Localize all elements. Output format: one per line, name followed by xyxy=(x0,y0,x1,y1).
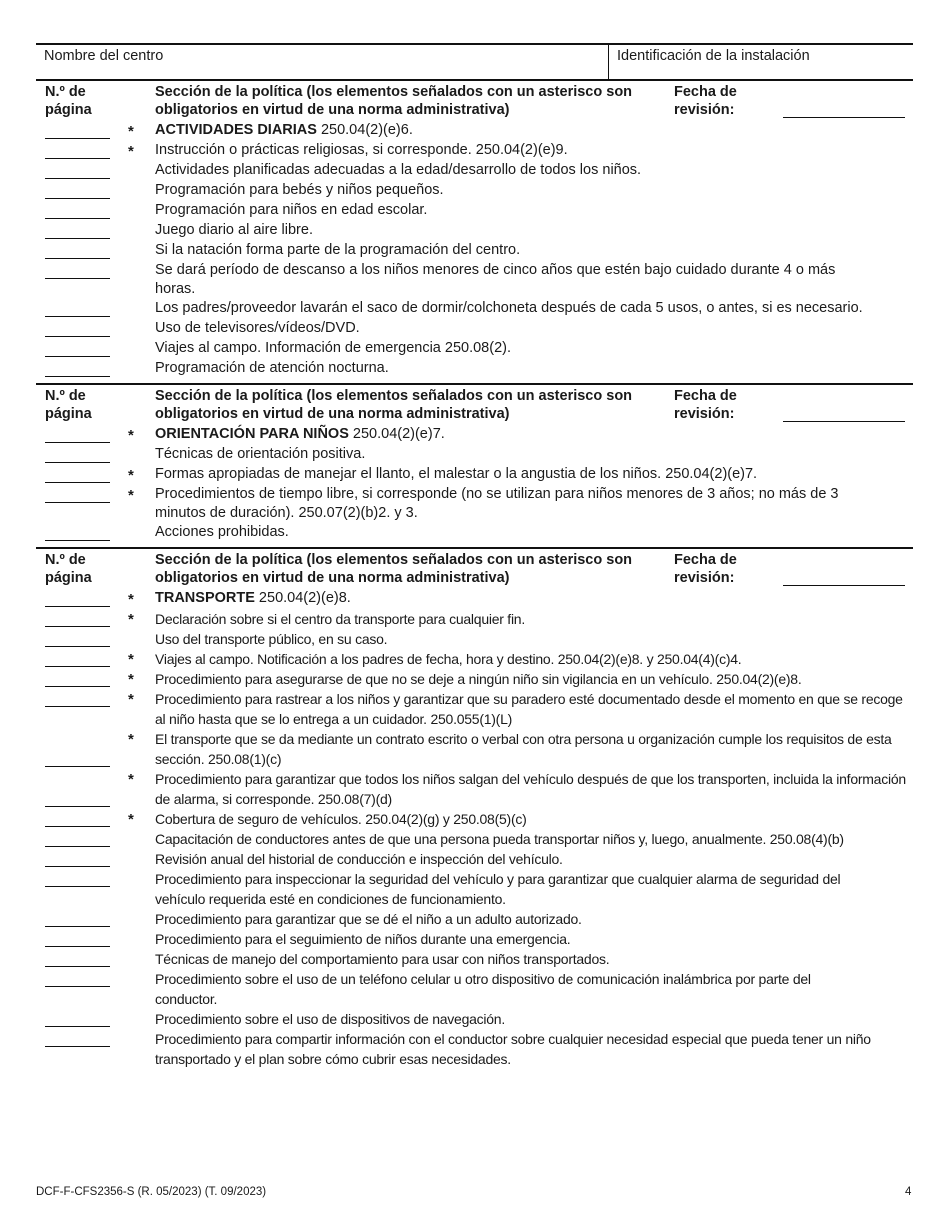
required-asterisk: * xyxy=(128,671,134,688)
section-transport xyxy=(36,549,913,1073)
page-number-field[interactable] xyxy=(45,626,110,627)
required-asterisk: * xyxy=(128,611,134,628)
policy-item-row: * Cobertura de seguro de vehículos. 250.04(2)(g) y 250.08(5)(c) xyxy=(36,809,913,829)
policy-item-row: Acciones prohibidas. xyxy=(36,523,913,543)
policy-item-row: Los padres/proveedor lavarán el saco de dormir/colchoneta después de cada 5 usos, o antes, si es necesario. xyxy=(36,299,913,319)
page-number-field[interactable] xyxy=(45,356,110,357)
required-asterisk: * xyxy=(128,123,134,140)
page-number-field[interactable] xyxy=(45,502,110,503)
page-number: 4 xyxy=(905,1186,912,1198)
page-number-field[interactable] xyxy=(45,946,110,947)
review-date-field[interactable] xyxy=(783,421,905,422)
section-title-row: * ACTIVIDADES DIARIAS 250.04(2)(e)6. xyxy=(36,121,913,141)
section-daily-activities xyxy=(36,81,913,385)
required-asterisk: * xyxy=(128,691,134,708)
page-number-field[interactable] xyxy=(45,926,110,927)
page-number-field[interactable] xyxy=(45,886,110,887)
policy-item-row: Actividades planificadas adecuadas a la edad/desarrollo de todos los niños. xyxy=(36,161,913,181)
page-number-field[interactable] xyxy=(45,442,110,443)
page-number-field[interactable] xyxy=(45,316,110,317)
required-asterisk: * xyxy=(128,487,134,504)
policy-item-row: Programación para bebés y niños pequeños. xyxy=(36,181,913,201)
page-number-field[interactable] xyxy=(45,826,110,827)
facility-id-field[interactable]: Identificación de la instalación xyxy=(617,48,810,64)
page-number-field[interactable] xyxy=(45,278,110,279)
form-header xyxy=(36,43,913,81)
policy-item-row: * Declaración sobre si el centro da transporte para cualquier fin. xyxy=(36,609,913,629)
required-asterisk: * xyxy=(128,591,134,608)
policy-item-row: Programación para niños en edad escolar. xyxy=(36,201,913,221)
policy-item-row: Procedimiento para compartir información con el conductor sobre cualquier necesidad especial que pueda tener un niño transportado y el plan sobre cómo cubrir esas necesidades. xyxy=(36,1029,913,1069)
policy-item-row: * Procedimiento para asegurarse de que no se deje a ningún niño sin vigilancia en un vehículo. 250.04(2)(e)8. xyxy=(36,669,913,689)
policy-item-row: * Instrucción o prácticas religiosas, si corresponde. 250.04(2)(e)9. xyxy=(36,141,913,161)
policy-item-row: * Procedimiento para garantizar que todos los niños salgan del vehículo después de que los transporten, incluida la información de alarma, si corresponde. 250.08(7)(d) xyxy=(36,769,913,809)
required-asterisk: * xyxy=(128,467,134,484)
page-number-field[interactable] xyxy=(45,178,110,179)
policy-item-row: Si la natación forma parte de la programación del centro. xyxy=(36,241,913,261)
policy-item-row: Programación de atención nocturna. xyxy=(36,359,913,379)
page-number-field[interactable] xyxy=(45,846,110,847)
policy-item-row: Procedimiento para inspeccionar la seguridad del vehículo y para garantizar que cualquier alarma de seguridad del vehículo requerida esté en condiciones de funcionamiento. xyxy=(36,869,913,909)
policy-item-row: Se dará período de descanso a los niños menores de cinco años que estén bajo cuidado durante 4 o más horas. xyxy=(36,261,913,299)
form-id: DCF-F-CFS2356-S (R. 05/2023) (T. 09/2023) xyxy=(36,1186,267,1198)
required-asterisk: * xyxy=(128,811,134,828)
page-number-field[interactable] xyxy=(45,966,110,967)
page-number-field[interactable] xyxy=(45,540,110,541)
section-child-guidance xyxy=(36,385,913,549)
page-number-field[interactable] xyxy=(45,198,110,199)
page-number-field[interactable] xyxy=(45,686,110,687)
page-number-field[interactable] xyxy=(45,462,110,463)
policy-item-row: Juego diario al aire libre. xyxy=(36,221,913,241)
page-number-field[interactable] xyxy=(45,666,110,667)
policy-item-row: Técnicas de orientación positiva. xyxy=(36,445,913,465)
page-number-field[interactable] xyxy=(45,1046,110,1047)
policy-item-row: Uso de televisores/vídeos/DVD. xyxy=(36,319,913,339)
form-page xyxy=(36,43,913,1073)
section-title-row: * ORIENTACIÓN PARA NIÑOS 250.04(2)(e)7. xyxy=(36,425,913,445)
required-asterisk: * xyxy=(128,427,134,444)
review-date-field[interactable] xyxy=(783,117,905,118)
policy-item-row: * Formas apropiadas de manejar el llanto, el malestar o la angustia de los niños. 250.04(2)(e)7. xyxy=(36,465,913,485)
page-number-field[interactable] xyxy=(45,1026,110,1027)
page-number-field[interactable] xyxy=(45,238,110,239)
policy-item-row: * Viajes al campo. Notificación a los padres de fecha, hora y destino. 250.04(2)(e)8. y 250.04(4)(c)4. xyxy=(36,649,913,669)
page-number-field[interactable] xyxy=(45,766,110,767)
policy-item-row: Procedimiento para el seguimiento de niños durante una emergencia. xyxy=(36,929,913,949)
policy-item-row: Capacitación de conductores antes de que una persona pueda transportar niños y, luego, anualmente. 250.08(4)(b) xyxy=(36,829,913,849)
page-number-field[interactable] xyxy=(45,986,110,987)
section-title-row: * TRANSPORTE 250.04(2)(e)8. xyxy=(36,589,913,609)
section-header: N.º de página Sección de la política (los elementos señalados con un asterisco son obligatorios en virtud de una norma administrativa) Fecha de revisión: xyxy=(36,551,913,589)
required-asterisk: * xyxy=(128,143,134,160)
page-number-field[interactable] xyxy=(45,218,110,219)
policy-item-row: * Procedimientos de tiempo libre, si corresponde (no se utilizan para niños menores de 3 años; no más de 3 minutos de duración). 250.07(2)(b)2. y 3. xyxy=(36,485,913,523)
page-number-field[interactable] xyxy=(45,806,110,807)
policy-item-row: Revisión anual del historial de conducción e inspección del vehículo. xyxy=(36,849,913,869)
policy-item-row: Procedimiento para garantizar que se dé el niño a un adulto autorizado. xyxy=(36,909,913,929)
page-number-field[interactable] xyxy=(45,138,110,139)
policy-item-row: * Procedimiento para rastrear a los niños y garantizar que su paradero esté documentado desde el momento en que se recoge al niño hasta que se lo entrega a un cuidador. 250.055(1)(L) xyxy=(36,689,913,729)
policy-item-row: * El transporte que se da mediante un contrato escrito o verbal con otra persona u organización cumple los requisitos de esta sección. 250.08(1)(c) xyxy=(36,729,913,769)
required-asterisk: * xyxy=(128,651,134,668)
page-number-field[interactable] xyxy=(45,158,110,159)
page-number-field[interactable] xyxy=(45,482,110,483)
review-date-field[interactable] xyxy=(783,585,905,586)
policy-item-row: Viajes al campo. Información de emergencia 250.08(2). xyxy=(36,339,913,359)
page-number-field[interactable] xyxy=(45,706,110,707)
section-header: N.º de página Sección de la política (los elementos señalados con un asterisco son obligatorios en virtud de una norma administrativa) Fecha de revisión: xyxy=(36,83,913,121)
page-number-field[interactable] xyxy=(45,866,110,867)
required-asterisk: * xyxy=(128,731,134,748)
page-number-field[interactable] xyxy=(45,606,110,607)
policy-item-row: Uso del transporte público, en su caso. xyxy=(36,629,913,649)
page-number-field[interactable] xyxy=(45,646,110,647)
policy-item-row: Técnicas de manejo del comportamiento para usar con niños transportados. xyxy=(36,949,913,969)
center-name-field[interactable]: Nombre del centro xyxy=(36,45,609,79)
policy-item-row: Procedimiento sobre el uso de un teléfono celular u otro dispositivo de comunicación inalámbrica por parte del conductor. xyxy=(36,969,913,1009)
section-header: N.º de página Sección de la política (los elementos señalados con un asterisco son obligatorios en virtud de una norma administrativa) Fecha de revisión: xyxy=(36,387,913,425)
page-number-field[interactable] xyxy=(45,376,110,377)
page-number-field[interactable] xyxy=(45,336,110,337)
page-number-field[interactable] xyxy=(45,258,110,259)
required-asterisk: * xyxy=(128,771,134,788)
policy-item-row: Procedimiento sobre el uso de dispositivos de navegación. xyxy=(36,1009,913,1029)
